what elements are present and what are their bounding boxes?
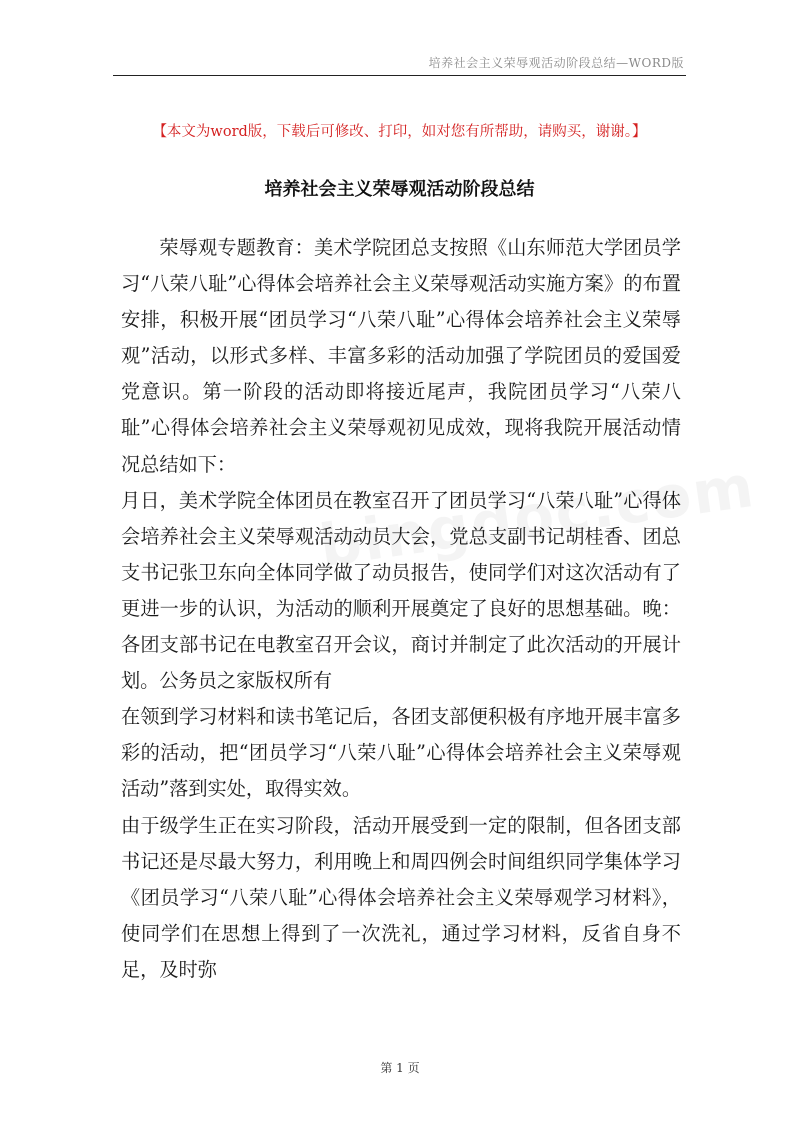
running-header: 培养社会主义荣辱观活动阶段总结—WORD版: [428, 56, 684, 70]
purchase-notice: 【本文为word版，下载后可修改、打印，如对您有所帮助，请购买，谢谢。】: [152, 124, 647, 140]
page-number: 第 1 页: [380, 1061, 420, 1075]
document-title: 培养社会主义荣辱观活动阶段总结: [264, 179, 535, 200]
document-body: [121, 230, 681, 988]
paragraph: 月日，美术学院全体团员在教室召开了团员学习“八荣八耻”心得体会培养社会主义荣辱观活动动员大会，党总支副书记胡桂香、团总支书记张卫东向全体同学做了动员报告，使同学们对这次活动有了更进一步的认识，为活动的顺利开展奠定了良好的思想基础。晚：各团支部书记在电教室召开会议，商讨并制定了此次活动的开展计划。公务员之家版权所有: [121, 488, 681, 693]
header-divider: [113, 75, 686, 76]
paragraph: 由于级学生正在实习阶段，活动开展受到一定的限制，但各团支部书记还是尽最大努力，利用晚上和周四例会时间组织同学集体学习《团员学习“八荣八耻”心得体会培养社会主义荣辱观学习材料》，使同学们在思想上得到了一次洗礼，通过学习材料，反省自身不足，及时弥: [121, 813, 681, 981]
paragraph: 在领到学习材料和读书笔记后，各团支部便积极有序地开展丰富多彩的活动，把“团员学习“八荣八耻”心得体会培养社会主义荣辱观活动”落到实处，取得实效。: [121, 705, 681, 801]
paragraph: 荣辱观专题教育：美术学院团总支按照《山东师范大学团员学习“八荣八耻”心得体会培养社会主义荣辱观活动实施方案》的布置安排，积极开展“团员学习“八荣八耻”心得体会培养社会主义荣辱观”活动，以形式多样、丰富多彩的活动加强了学院团员的爱国爱党意识。第一阶段的活动即将接近尾声，我院团员学习“八荣八耻”心得体会培养社会主义荣辱观初见成效，现将我院开展活动情况总结如下：: [121, 236, 681, 476]
